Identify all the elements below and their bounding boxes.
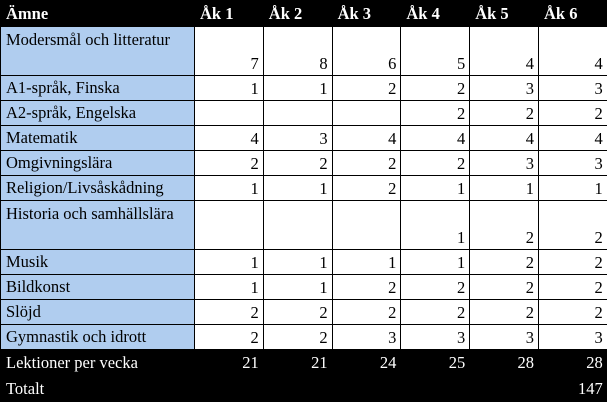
- lesson-count: [332, 101, 401, 126]
- header-subject: Ämne: [1, 1, 195, 27]
- lesson-count: 1: [538, 176, 607, 201]
- lesson-count: 3: [538, 76, 607, 101]
- table-row: [1, 275, 607, 300]
- lessons-per-week-label: Lektioner per vecka: [1, 350, 195, 376]
- lesson-count: 2: [538, 101, 607, 126]
- lesson-count: 2: [470, 101, 539, 126]
- lesson-count: 1: [332, 250, 401, 275]
- lesson-count: 2: [470, 250, 539, 275]
- lesson-count: 5: [401, 27, 470, 76]
- table-row: [1, 151, 607, 176]
- total-row: [1, 376, 607, 402]
- lesson-count: 3: [332, 325, 401, 350]
- lesson-count: 2: [332, 76, 401, 101]
- lesson-count: 2: [470, 275, 539, 300]
- table-row: [1, 250, 607, 275]
- lesson-count: 1: [195, 250, 264, 275]
- lesson-count: 1: [263, 250, 332, 275]
- subject-cell: Bildkonst: [1, 275, 195, 300]
- table-row: [1, 325, 607, 350]
- lesson-count: 1: [195, 76, 264, 101]
- header-grade-6: Åk 6: [538, 1, 607, 27]
- lessons-per-week-value: 28: [470, 350, 539, 376]
- lessons-per-week-row: [1, 350, 607, 376]
- lesson-count: 2: [195, 325, 264, 350]
- lesson-count: 3: [538, 325, 607, 350]
- header-grade-5: Åk 5: [470, 1, 539, 27]
- lesson-count: 2: [332, 176, 401, 201]
- subject-cell: A2-språk, Engelska: [1, 101, 195, 126]
- subject-cell: Omgivningslära: [1, 151, 195, 176]
- lesson-count: [332, 201, 401, 250]
- table-row: [1, 76, 607, 101]
- lesson-count: 1: [195, 176, 264, 201]
- lesson-count: [263, 201, 332, 250]
- header-grade-3: Åk 3: [332, 1, 401, 27]
- total-label: Totalt: [1, 376, 195, 402]
- lesson-count: 2: [401, 275, 470, 300]
- lesson-count: 2: [470, 300, 539, 325]
- lesson-count: 4: [538, 126, 607, 151]
- lesson-count: 2: [195, 151, 264, 176]
- lesson-count: 2: [401, 300, 470, 325]
- table-row: [1, 300, 607, 325]
- lesson-count: [263, 101, 332, 126]
- subject-cell: Gymnastik och idrott: [1, 325, 195, 350]
- subject-cell: Religion/Livsåskådning: [1, 176, 195, 201]
- header-grade-1: Åk 1: [195, 1, 264, 27]
- lesson-count: 3: [470, 325, 539, 350]
- lesson-count: 4: [195, 126, 264, 151]
- table-row: [1, 101, 607, 126]
- lesson-count: 3: [538, 151, 607, 176]
- lesson-count: 2: [401, 101, 470, 126]
- lesson-count: 2: [332, 275, 401, 300]
- lesson-count: [195, 201, 264, 250]
- lesson-count: 3: [401, 325, 470, 350]
- lesson-count: 4: [470, 27, 539, 76]
- lesson-count: 2: [195, 300, 264, 325]
- lesson-count: 4: [470, 126, 539, 151]
- lesson-count: 1: [263, 275, 332, 300]
- lesson-count: 2: [538, 201, 607, 250]
- lesson-count: 1: [263, 76, 332, 101]
- lesson-count: 1: [263, 176, 332, 201]
- lessons-per-week-value: 25: [401, 350, 470, 376]
- lesson-count: 2: [263, 300, 332, 325]
- lesson-count: 6: [332, 27, 401, 76]
- lesson-count: 1: [470, 176, 539, 201]
- lessons-per-week-value: 21: [263, 350, 332, 376]
- lesson-count: 1: [401, 250, 470, 275]
- lesson-count: 2: [332, 300, 401, 325]
- lesson-count: 2: [263, 151, 332, 176]
- lessons-per-week-value: 28: [538, 350, 607, 376]
- subject-cell: Historia och samhällslära: [1, 201, 195, 250]
- lesson-count: 4: [538, 27, 607, 76]
- lesson-count: 1: [401, 201, 470, 250]
- lesson-count: 2: [538, 250, 607, 275]
- lesson-count: 2: [263, 325, 332, 350]
- lesson-count: 2: [538, 300, 607, 325]
- subject-cell: A1-språk, Finska: [1, 76, 195, 101]
- header-row: [1, 1, 607, 27]
- lesson-count: 1: [401, 176, 470, 201]
- subject-cell: Modersmål och litteratur: [1, 27, 195, 76]
- lesson-count: 7: [195, 27, 264, 76]
- lesson-count: 2: [470, 201, 539, 250]
- lesson-count: 4: [332, 126, 401, 151]
- lesson-count: 1: [195, 275, 264, 300]
- subject-cell: Musik: [1, 250, 195, 275]
- lesson-count: 3: [263, 126, 332, 151]
- lessons-per-week-value: 24: [332, 350, 401, 376]
- lesson-count: 8: [263, 27, 332, 76]
- lesson-count: 2: [332, 151, 401, 176]
- lesson-count: 4: [401, 126, 470, 151]
- lessons-per-week-value: 21: [195, 350, 264, 376]
- subject-cell: Slöjd: [1, 300, 195, 325]
- table-row: [1, 126, 607, 151]
- subject-cell: Matematik: [1, 126, 195, 151]
- lesson-count: 2: [401, 151, 470, 176]
- lesson-count: 3: [470, 151, 539, 176]
- total-value: 147: [195, 376, 607, 402]
- table-row: [1, 201, 607, 250]
- lesson-count: 2: [538, 275, 607, 300]
- lesson-count: [195, 101, 264, 126]
- header-grade-2: Åk 2: [263, 1, 332, 27]
- table-row: [1, 27, 607, 76]
- lesson-count: 2: [401, 76, 470, 101]
- table-row: [1, 176, 607, 201]
- lesson-count: 3: [470, 76, 539, 101]
- header-grade-4: Åk 4: [401, 1, 470, 27]
